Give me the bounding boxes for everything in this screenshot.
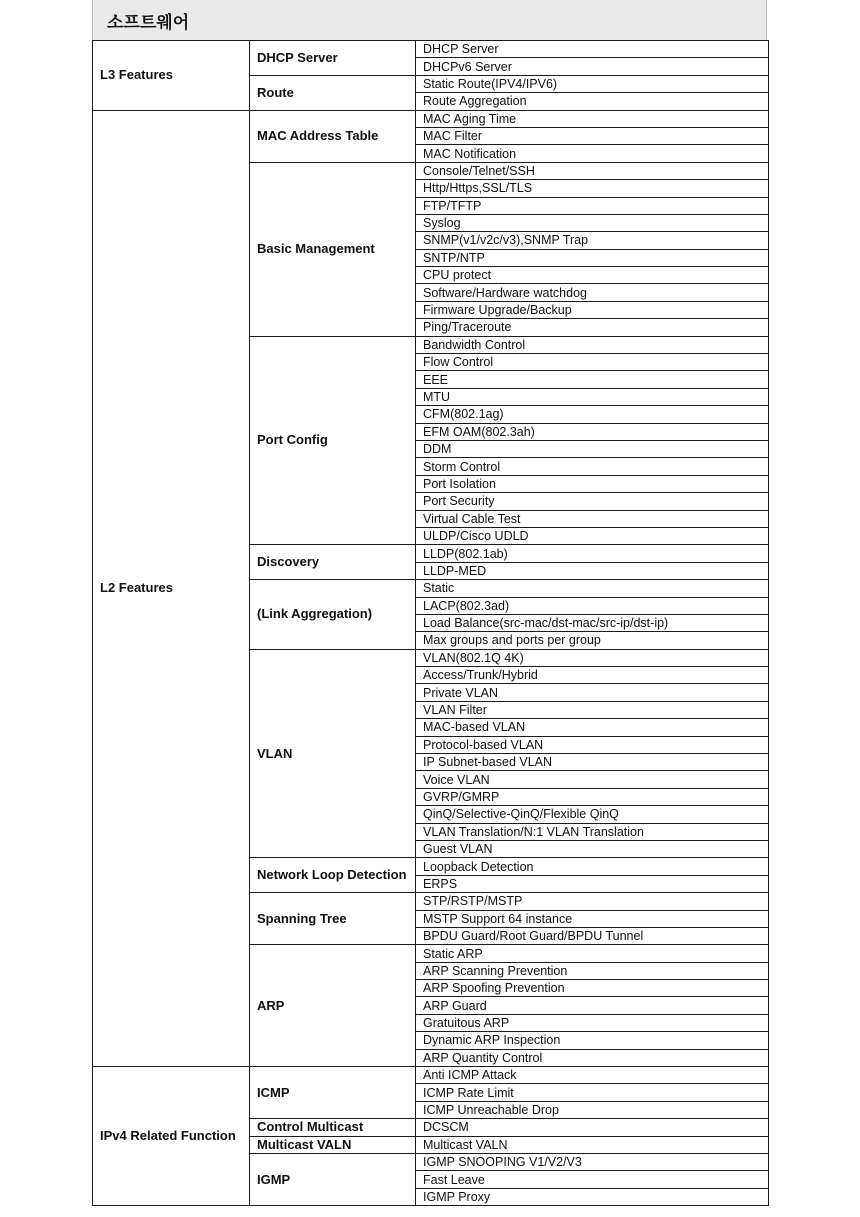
feature-item: Dynamic ARP Inspection xyxy=(416,1032,769,1049)
feature-item: Storm Control xyxy=(416,458,769,475)
feature-item: VLAN Translation/N:1 VLAN Translation xyxy=(416,823,769,840)
category-label: Basic Management xyxy=(250,162,416,336)
feature-item: STP/RSTP/MSTP xyxy=(416,893,769,910)
feature-item: ICMP Rate Limit xyxy=(416,1084,769,1101)
feature-item: Virtual Cable Test xyxy=(416,510,769,527)
feature-item: Console/Telnet/SSH xyxy=(416,162,769,179)
category-label: Control Multicast xyxy=(250,1119,416,1136)
feature-item: Ping/Traceroute xyxy=(416,319,769,336)
feature-item: GVRP/GMRP xyxy=(416,788,769,805)
feature-item: EEE xyxy=(416,371,769,388)
category-label: Multicast VALN xyxy=(250,1136,416,1153)
feature-item: Guest VLAN xyxy=(416,840,769,857)
feature-item: Access/Trunk/Hybrid xyxy=(416,667,769,684)
feature-item: Software/Hardware watchdog xyxy=(416,284,769,301)
section-title: 소프트웨어 xyxy=(107,13,190,32)
feature-item: CPU protect xyxy=(416,267,769,284)
feature-item: Anti ICMP Attack xyxy=(416,1067,769,1084)
feature-item: Multicast VALN xyxy=(416,1136,769,1153)
feature-item: Static xyxy=(416,580,769,597)
feature-item: ARP Quantity Control xyxy=(416,1049,769,1066)
feature-item: Max groups and ports per group xyxy=(416,632,769,649)
feature-item: Protocol-based VLAN xyxy=(416,736,769,753)
feature-item: ULDP/Cisco UDLD xyxy=(416,527,769,544)
section-header xyxy=(92,0,767,40)
feature-item: IP Subnet-based VLAN xyxy=(416,754,769,771)
feature-item: LACP(802.3ad) xyxy=(416,597,769,614)
group-label: L2 Features xyxy=(93,110,250,1066)
feature-item: Http/Https,SSL/TLS xyxy=(416,180,769,197)
feature-item: SNMP(v1/v2c/v3),SNMP Trap xyxy=(416,232,769,249)
category-label: Spanning Tree xyxy=(250,893,416,945)
category-label: (Link Aggregation) xyxy=(250,580,416,650)
feature-item: ICMP Unreachable Drop xyxy=(416,1101,769,1118)
feature-item: Syslog xyxy=(416,214,769,231)
feature-item: VLAN(802.1Q 4K) xyxy=(416,649,769,666)
feature-item: DCSCM xyxy=(416,1119,769,1136)
feature-item: Static ARP xyxy=(416,945,769,962)
feature-item: ARP Guard xyxy=(416,997,769,1014)
feature-item: Gratuitous ARP xyxy=(416,1014,769,1031)
feature-item: LLDP(802.1ab) xyxy=(416,545,769,562)
spec-table xyxy=(92,40,769,1206)
feature-item: Firmware Upgrade/Backup xyxy=(416,301,769,318)
feature-item: ARP Scanning Prevention xyxy=(416,962,769,979)
category-label: ICMP xyxy=(250,1067,416,1119)
feature-item: MAC Notification xyxy=(416,145,769,162)
feature-item: DHCPv6 Server xyxy=(416,58,769,75)
feature-item: IGMP SNOOPING V1/V2/V3 xyxy=(416,1154,769,1171)
feature-item: Static Route(IPV4/IPV6) xyxy=(416,75,769,92)
feature-item: MSTP Support 64 instance xyxy=(416,910,769,927)
category-label: VLAN xyxy=(250,649,416,858)
feature-item: Fast Leave xyxy=(416,1171,769,1188)
feature-item: BPDU Guard/Root Guard/BPDU Tunnel xyxy=(416,927,769,944)
group-label: L3 Features xyxy=(93,41,250,111)
feature-item: VLAN Filter xyxy=(416,701,769,718)
feature-item: QinQ/Selective-QinQ/Flexible QinQ xyxy=(416,806,769,823)
feature-item: ARP Spoofing Prevention xyxy=(416,980,769,997)
category-label: ARP xyxy=(250,945,416,1067)
feature-item: MAC Aging Time xyxy=(416,110,769,127)
feature-item: Bandwidth Control xyxy=(416,336,769,353)
feature-item: Loopback Detection xyxy=(416,858,769,875)
category-label: Port Config xyxy=(250,336,416,545)
category-label: MAC Address Table xyxy=(250,110,416,162)
category-label: Route xyxy=(250,75,416,110)
category-label: Discovery xyxy=(250,545,416,580)
table-row xyxy=(93,1067,769,1084)
group-label: IPv4 Related Function xyxy=(93,1067,250,1206)
feature-item: MAC Filter xyxy=(416,127,769,144)
feature-item: DDM xyxy=(416,440,769,457)
feature-item: FTP/TFTP xyxy=(416,197,769,214)
feature-item: Port Security xyxy=(416,493,769,510)
feature-item: LLDP-MED xyxy=(416,562,769,579)
feature-item: CFM(802.1ag) xyxy=(416,406,769,423)
feature-item: Voice VLAN xyxy=(416,771,769,788)
feature-item: ERPS xyxy=(416,875,769,892)
feature-item: MAC-based VLAN xyxy=(416,719,769,736)
feature-item: Route Aggregation xyxy=(416,93,769,110)
feature-item: MTU xyxy=(416,388,769,405)
table-row xyxy=(93,110,769,127)
feature-item: EFM OAM(802.3ah) xyxy=(416,423,769,440)
category-label: Network Loop Detection xyxy=(250,858,416,893)
feature-item: Load Balance(src-mac/dst-mac/src-ip/dst-ip) xyxy=(416,614,769,631)
feature-item: IGMP Proxy xyxy=(416,1188,769,1205)
feature-item: Flow Control xyxy=(416,354,769,371)
feature-item: DHCP Server xyxy=(416,41,769,58)
feature-item: Private VLAN xyxy=(416,684,769,701)
category-label: IGMP xyxy=(250,1154,416,1206)
feature-item: SNTP/NTP xyxy=(416,249,769,266)
feature-item: Port Isolation xyxy=(416,475,769,492)
category-label: DHCP Server xyxy=(250,41,416,76)
table-row xyxy=(93,41,769,58)
